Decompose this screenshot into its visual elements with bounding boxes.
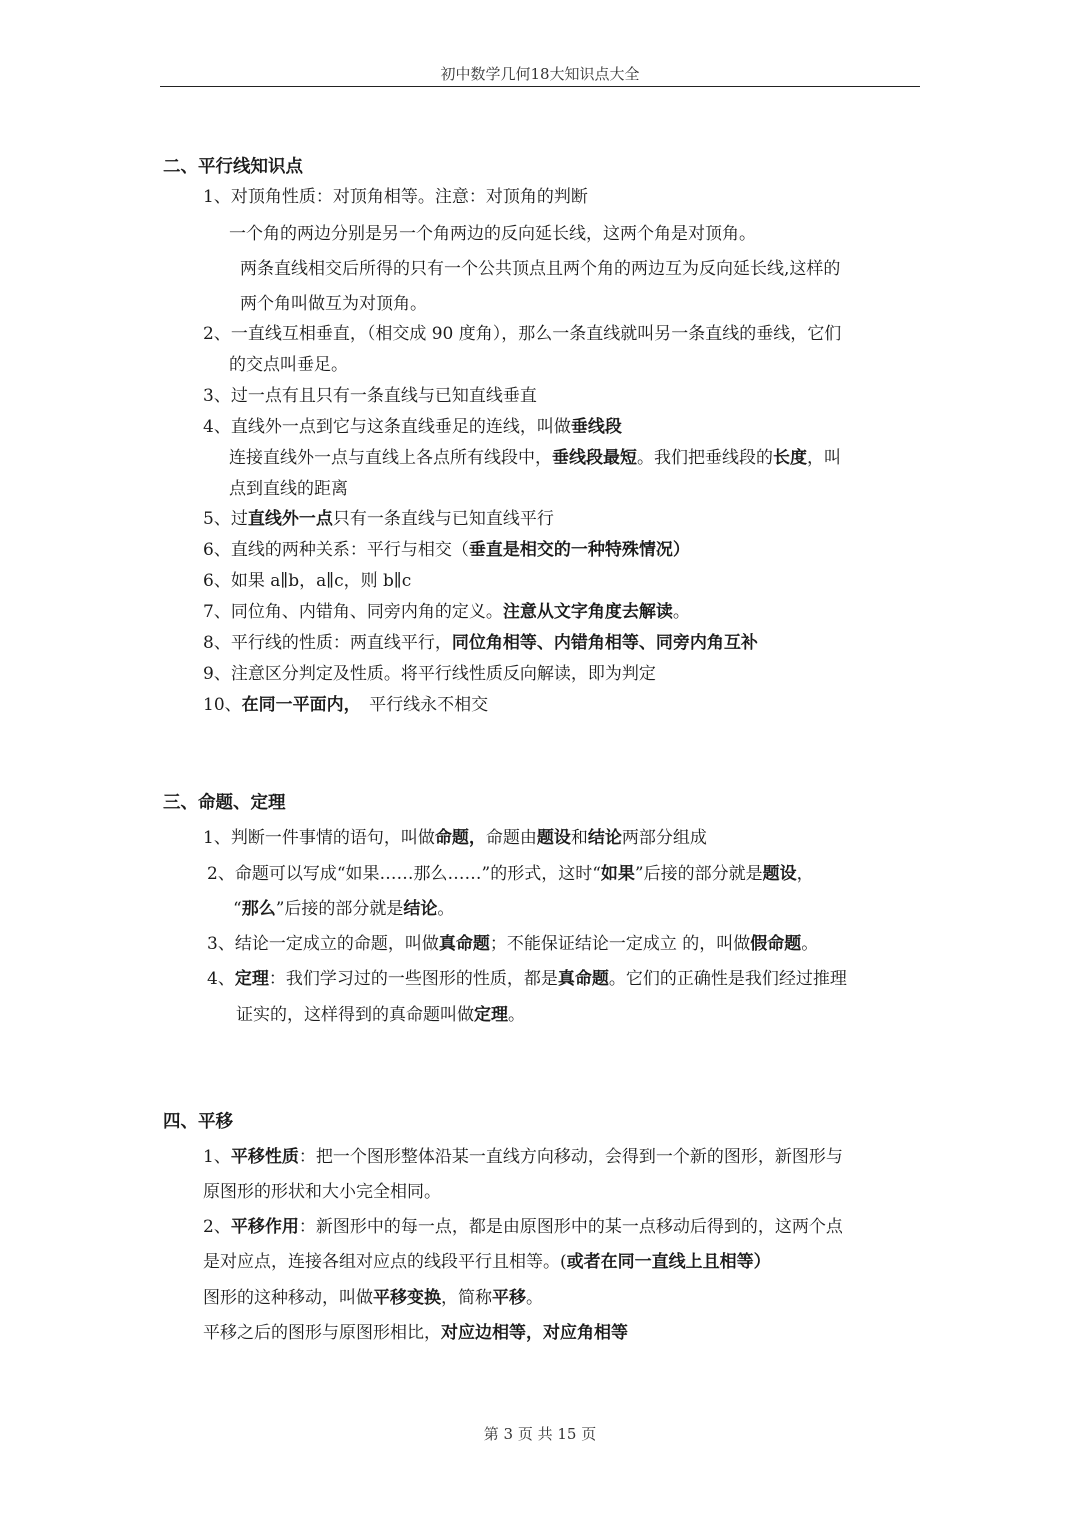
bold-text: 结论 [587,828,622,848]
text: 。它们的正确性是我们经过推理 [608,969,847,989]
bold-text: 在同一平面内， [241,695,353,715]
text: ：我们学习过的一些图形的性质，都是 [268,969,558,989]
text: 5、过 [203,509,248,529]
s2-item-6b: 6、如果 a∥b，a∥c，则 b∥c [203,571,412,591]
text: 。 [526,1288,543,1308]
s2-item-5 [203,507,554,531]
s3-item-1 [203,826,707,850]
bold-text: 或者在同一直线上且相等） [566,1252,771,1272]
text: 证实的，这样得到的真命题叫做 [236,1005,474,1025]
text: ，叫 [807,448,841,468]
bold-text: 定理 [234,969,269,989]
s2-item-10 [203,693,488,717]
text: 2、命题可以写成“如果……那么……”的形式，这时“ [207,864,601,884]
s2-item-4-cont [229,446,841,470]
bold-text: 对应边相等，对应角相等 [441,1323,628,1343]
s3-item-2-cont [233,897,454,921]
bold-text: 那么 [241,899,276,919]
text: 7、同位角、内错角、同旁内角的定义。 [203,602,503,622]
bold-text: 注意从文字角度去解读 [502,602,673,622]
text: 3、结论一定成立的命题，叫做 [207,934,439,954]
s2-item-4-cont2: 点到直线的距离 [229,479,348,499]
text: ，简称 [441,1288,492,1308]
page-header: 初中数学几何18大知识点大全 [440,65,640,83]
text: 平行线永不相交 [352,695,489,715]
s4-item-2-cont [203,1250,771,1274]
s2-item-9: 9、注意区分判定及性质。将平行线性质反向解读，即为判定 [203,664,656,684]
section-3-heading: 三、命题、定理 [163,793,286,813]
bold-text: 结论 [403,899,438,919]
text: ”后接的部分就是 [634,864,763,884]
text: 1、 [203,1147,231,1167]
s2-item-7 [203,600,690,624]
s2-item-6 [203,538,690,562]
text: ， [796,864,814,884]
s3-item-4-cont [236,1003,525,1027]
text: ：新图形中的每一点，都是由原图形中的某一点移动后得到的，这两个点 [298,1217,843,1237]
text: 8、平行线的性质：两直线平行， [203,633,452,653]
text: 是对应点，连接各组对应点的线段平行且相等。( [203,1252,567,1272]
text: 只有一条直线与已知直线平行 [332,509,554,529]
text: ：把一个图形整体沿某一直线方向移动，会得到一个新的图形，新图形与 [298,1147,843,1167]
text: 4、直线外一点到它与这条直线垂足的连线，叫做 [203,417,571,437]
bold-text: 直线外一点 [247,509,333,529]
text: 6、直线的两种关系：平行与相交（ [203,540,469,560]
text: ；不能保证结论一定成立 的，叫做 [489,934,751,954]
s2-item-8 [203,631,758,655]
bold-text: 假命题 [750,934,802,954]
bold-text: 平移性质 [230,1147,299,1167]
bold-text: 题设 [536,828,571,848]
header-rule [160,86,920,87]
s2-item-3: 3、过一点有且只有一条直线与已知直线垂直 [203,386,537,406]
text: 两部分组成 [621,828,707,848]
page-footer: 第 3 页 共 15 页 [483,1425,597,1443]
s2-item-1-text: 一个角的两边分别是另一个角两边的反向延长线，这两个角是对顶角。 [229,224,756,244]
bold-text: 题设 [762,864,797,884]
text: 2、 [203,1217,231,1237]
s2-item-1-def-cont: 两个角叫做互为对顶角。 [240,294,427,314]
s4-item-1 [203,1145,843,1169]
bold-text: 平移变换 [373,1288,441,1308]
bold-text: 同位角相等、内错角相等、同旁内角互补 [451,633,758,653]
s3-item-3 [207,932,818,956]
section-2-heading: 二、平行线知识点 [163,157,303,177]
text: 。我们把垂线段的 [637,448,773,468]
text: 和 [570,828,588,848]
text: 连接直线外一点与直线上各点所有线段中， [229,448,552,468]
bold-text: 真命题 [557,969,609,989]
text: “ [233,899,242,919]
text: 10、 [203,695,242,715]
text: 图形的这种移动，叫做 [203,1288,373,1308]
bold-text: 定理 [474,1005,508,1025]
bold-text: 平移 [492,1288,526,1308]
s4-item-2 [203,1215,843,1239]
text: 。 [508,1005,525,1025]
s2-item-4 [203,415,622,439]
text: 4、 [207,969,235,989]
s2-item-2: 2、一直线互相垂直，（相交成 90 度角），那么一条直线就叫另一条直线的垂线，它们 [203,324,842,344]
text: 1、判断一件事情的语句，叫做 [203,828,435,848]
bold-text: 命题， [434,828,486,848]
s2-item-1-def: 两条直线相交后所得的只有一个公共顶点且两个角的两边互为反向延长线,这样的 [240,259,841,279]
section-4-heading: 四、平移 [163,1112,233,1132]
text: 。 [672,602,690,622]
s2-item-1: 1、对顶角性质：对顶角相等。注意：对顶角的判断 [203,187,588,207]
s3-item-4 [207,967,847,991]
bold-text: 垂线段最短 [552,448,637,468]
text: 。 [437,899,455,919]
bold-text: 长度 [773,448,807,468]
s4-item-1-cont: 原图形的形状和大小完全相同。 [203,1182,441,1202]
text: 命题由 [485,828,537,848]
s4-comparison [203,1321,628,1345]
bold-text: 平移作用 [230,1217,299,1237]
bold-text: 垂直是相交的一种特殊情况） [468,540,690,560]
bold-text: 如果 [600,864,635,884]
s2-item-2-cont: 的交点叫垂足。 [229,355,348,375]
text: 。 [801,934,819,954]
bold-text: 真命题 [438,934,490,954]
s3-item-2 [207,862,814,886]
text: 平移之后的图形与原图形相比， [203,1323,441,1343]
s4-definition [203,1286,543,1310]
bold-text: 垂线段 [570,417,622,437]
text: ”后接的部分就是 [275,899,404,919]
